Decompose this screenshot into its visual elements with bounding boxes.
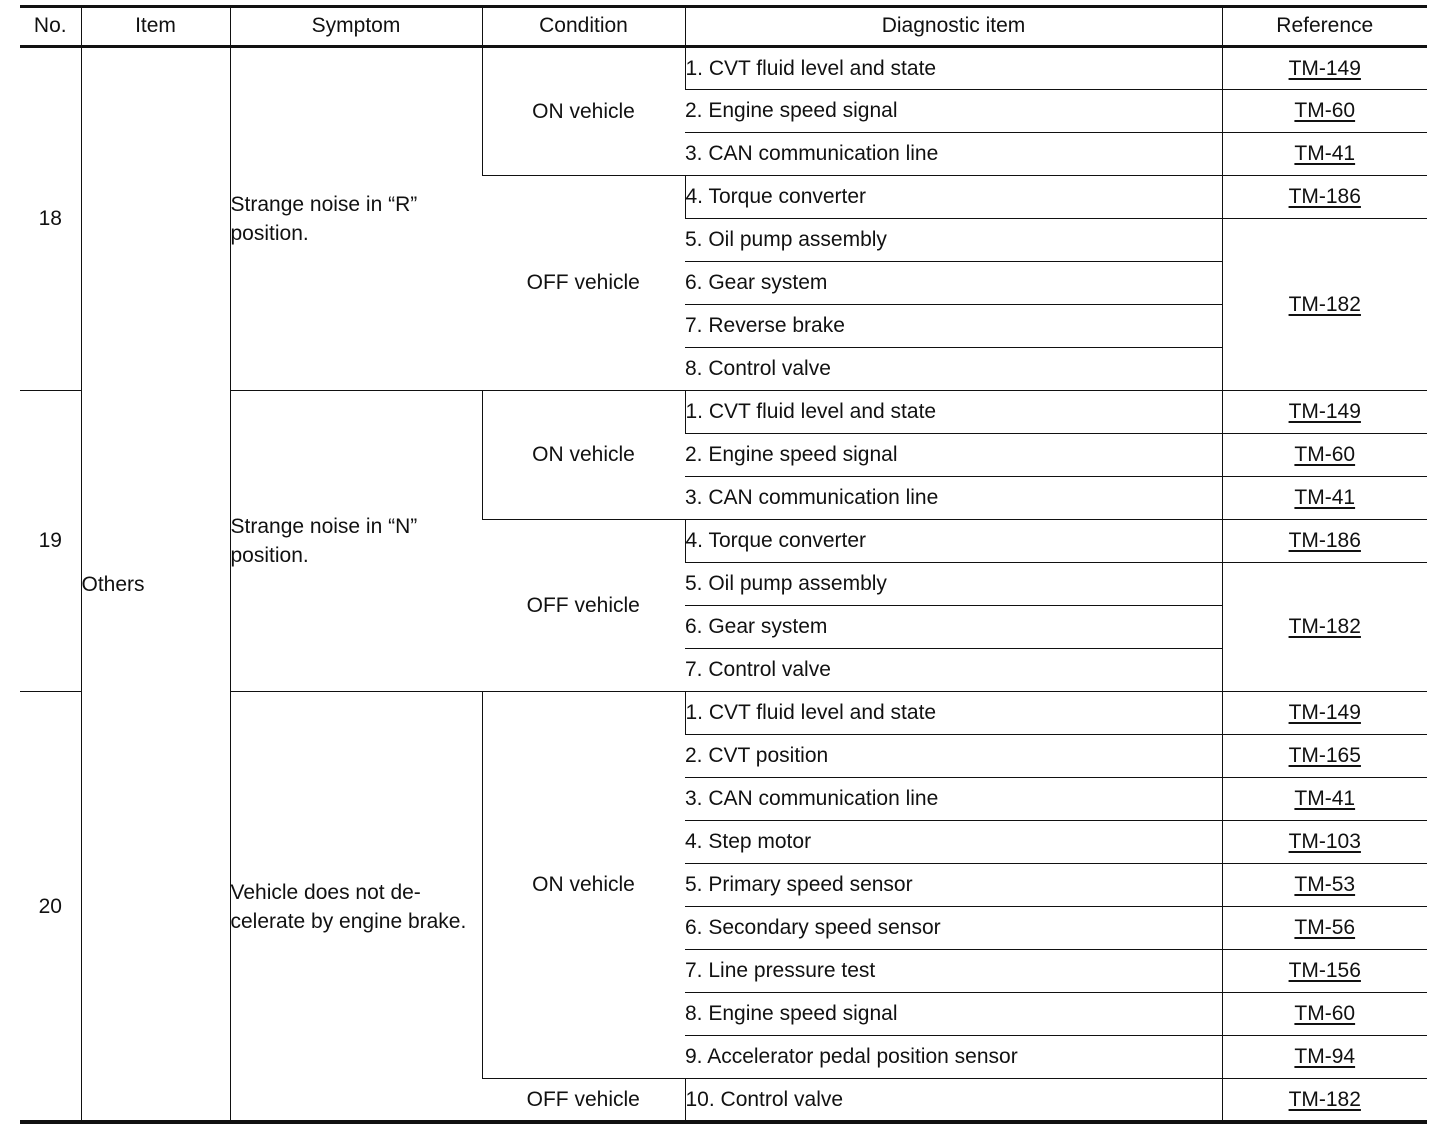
reference-cell — [1222, 563, 1427, 692]
reference-cell — [1222, 47, 1427, 90]
diagnostic-item: 3. CAN communication line — [685, 477, 1222, 520]
table-row — [20, 47, 1427, 90]
condition-label: ON vehicle — [482, 47, 685, 176]
row-number: 19 — [20, 391, 81, 692]
diagnostic-item: 4. Torque converter — [685, 520, 1222, 563]
reference-link[interactable]: TM-182 — [1288, 1088, 1361, 1112]
symptom-text: Strange noise in “N” position. — [230, 391, 482, 692]
diagnostic-item: 6. Secondary speed sensor — [685, 907, 1222, 950]
reference-cell — [1222, 219, 1427, 391]
reference-link[interactable]: TM-41 — [1294, 142, 1356, 165]
reference-cell — [1222, 821, 1427, 864]
diagnostic-item: 2. Engine speed signal — [685, 90, 1222, 133]
diagnostic-item: 7. Reverse brake — [685, 305, 1222, 348]
diagnostic-item: 6. Gear system — [685, 606, 1222, 649]
header-condition: Condition — [482, 7, 685, 47]
diagnostic-item: 2. CVT position — [685, 735, 1222, 778]
reference-link[interactable]: TM-103 — [1288, 830, 1361, 853]
diagnostic-item: 8. Engine speed signal — [685, 993, 1222, 1036]
table-row — [20, 692, 1427, 735]
diagnostic-item: 5. Oil pump assembly — [685, 219, 1222, 262]
reference-link[interactable]: TM-186 — [1288, 529, 1361, 552]
reference-cell — [1222, 434, 1427, 477]
reference-link[interactable]: TM-186 — [1288, 185, 1361, 208]
reference-link[interactable]: TM-53 — [1294, 873, 1356, 896]
condition-label: ON vehicle — [482, 391, 685, 520]
header-diagnostic-item: Diagnostic item — [685, 7, 1222, 47]
header-reference: Reference — [1222, 7, 1427, 47]
reference-cell — [1222, 735, 1427, 778]
table-row — [20, 391, 1427, 434]
row-number: 20 — [20, 692, 81, 1122]
condition-label: OFF vehicle — [482, 1079, 685, 1122]
reference-cell — [1222, 477, 1427, 520]
reference-cell — [1222, 90, 1427, 133]
diagnostic-item: 6. Gear system — [685, 262, 1222, 305]
reference-link[interactable]: TM-149 — [1288, 701, 1361, 724]
reference-cell — [1222, 993, 1427, 1036]
diagnostic-item: 4. Torque converter — [685, 176, 1222, 219]
reference-cell — [1222, 692, 1427, 735]
diagnostic-item: 1. CVT fluid level and state — [685, 692, 1222, 735]
diagnostic-item: 8. Control valve — [685, 348, 1222, 391]
header-symptom: Symptom — [230, 7, 482, 47]
reference-link[interactable]: TM-60 — [1294, 443, 1356, 466]
diagnostic-item: 7. Line pressure test — [685, 950, 1222, 993]
reference-link[interactable]: TM-41 — [1294, 486, 1356, 509]
diagnostic-item: 5. Oil pump assembly — [685, 563, 1222, 606]
header-item: Item — [81, 7, 230, 47]
reference-cell — [1222, 1079, 1427, 1122]
table-body — [20, 47, 1427, 1122]
condition-label: OFF vehicle — [482, 176, 685, 391]
reference-cell — [1222, 907, 1427, 950]
diagnostic-item: 1. CVT fluid level and state — [685, 47, 1222, 90]
reference-link[interactable]: TM-165 — [1288, 744, 1361, 767]
reference-cell — [1222, 391, 1427, 434]
diagnostic-item: 4. Step motor — [685, 821, 1222, 864]
reference-link[interactable]: TM-41 — [1294, 787, 1356, 810]
diagnostic-item: 3. CAN communication line — [685, 778, 1222, 821]
reference-link[interactable]: TM-156 — [1288, 959, 1361, 982]
reference-cell — [1222, 778, 1427, 821]
diagnostic-item: 1. CVT fluid level and state — [685, 391, 1222, 434]
reference-cell — [1222, 1036, 1427, 1079]
diagnostic-item: 10. Control valve — [685, 1079, 1222, 1122]
diagnostic-item: 2. Engine speed signal — [685, 434, 1222, 477]
diagnostic-item: 9. Accelerator pedal position sensor — [685, 1036, 1222, 1079]
diagnostic-item: 3. CAN communication line — [685, 133, 1222, 176]
bottom-rule — [20, 1120, 1427, 1124]
reference-link[interactable]: TM-149 — [1288, 400, 1361, 423]
condition-label: OFF vehicle — [482, 520, 685, 692]
row-number: 18 — [38, 207, 62, 230]
reference-cell — [1222, 520, 1427, 563]
reference-link[interactable]: TM-60 — [1294, 1002, 1356, 1025]
diagnostic-item: 7. Control valve — [685, 649, 1222, 692]
reference-cell — [1222, 176, 1427, 219]
reference-link[interactable]: TM-94 — [1294, 1045, 1356, 1068]
symptom-text: Vehicle does not de-celerate by engine brake. — [230, 692, 482, 1122]
reference-link[interactable]: TM-60 — [1294, 99, 1356, 122]
reference-link[interactable]: TM-182 — [1288, 615, 1361, 638]
reference-link[interactable]: TM-182 — [1288, 292, 1361, 316]
item-label: Others — [81, 47, 230, 1122]
reference-link[interactable]: TM-56 — [1294, 916, 1356, 939]
diagnostic-item: 5. Primary speed sensor — [685, 864, 1222, 907]
header-row — [20, 7, 1427, 47]
reference-link[interactable]: TM-149 — [1288, 56, 1361, 80]
reference-cell — [1222, 864, 1427, 907]
symptom-text: Strange noise in “R” position. — [230, 47, 482, 391]
diagnosis-table — [20, 5, 1427, 1122]
reference-cell — [1222, 133, 1427, 176]
condition-label: ON vehicle — [482, 692, 685, 1079]
header-no: No. — [20, 7, 81, 47]
reference-cell — [1222, 950, 1427, 993]
